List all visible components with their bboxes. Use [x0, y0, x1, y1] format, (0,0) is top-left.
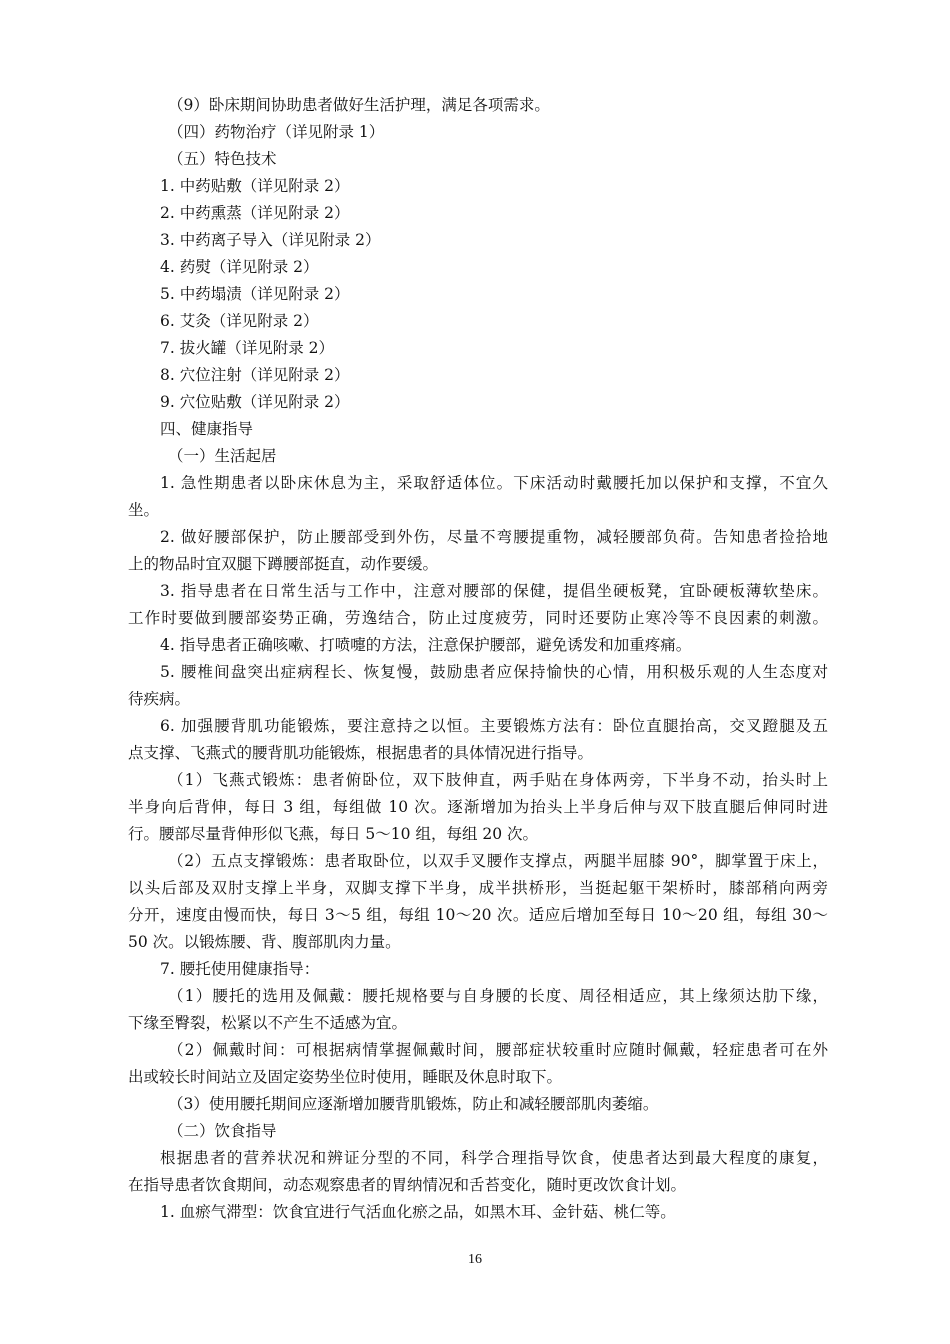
text-line: 2. 中药熏蒸（详见附录 2）: [160, 204, 350, 222]
text-line: （四）药物治疗（详见附录 1）: [168, 123, 385, 141]
text-line: （2）五点支撑锻炼：患者取卧位，以双手叉腰作支撑点，两腿半屈膝 90°，脚掌置于床上，: [168, 852, 828, 870]
document-body: [128, 92, 828, 1226]
text-line: 3. 中药离子导入（详见附录 2）: [160, 231, 381, 249]
text-line: 7. 拔火罐（详见附录 2）: [160, 339, 335, 357]
text-line: 4. 药熨（详见附录 2）: [160, 258, 319, 276]
text-line: 1. 急性期患者以卧床休息为主，采取舒适体位。下床活动时戴腰托加以保护和支撑，不宜久: [160, 474, 828, 492]
text-line: 上的物品时宜双腿下蹲腰部挺直，动作要缓。: [128, 555, 439, 573]
text-line: 5. 中药塌渍（详见附录 2）: [160, 285, 350, 303]
text-line: 工作时要做到腰部姿势正确，劳逸结合，防止过度疲劳，同时还要防止寒冷等不良因素的刺激。: [128, 609, 828, 627]
text-line: 7. 腰托使用健康指导：: [160, 960, 320, 978]
text-line: 4. 指导患者正确咳嗽、打喷嚏的方法，注意保护腰部，避免诱发和加重疼痛。: [160, 636, 692, 654]
text-line: 6. 艾灸（详见附录 2）: [160, 312, 319, 330]
text-line: 出或较长时间站立及固定姿势坐位时使用，睡眠及休息时取下。: [128, 1068, 563, 1086]
text-line: 6. 加强腰背肌功能锻炼，要注意持之以恒。主要锻炼方法有：卧位直腿抬高，交叉蹬腿及五: [160, 717, 828, 735]
text-line: 下缘至臀裂，松紧以不产生不适感为宜。: [128, 1014, 408, 1032]
text-line: 2. 做好腰部保护，防止腰部受到外伤，尽量不弯腰提重物，减轻腰部负荷。告知患者捡拾地: [160, 528, 828, 546]
page-number: 16: [468, 1252, 482, 1267]
text-line: 四、健康指导: [160, 420, 254, 438]
text-line: 半身向后背伸，每日 3 组，每组做 10 次。逐渐增加为抬头上半身后伸与双下肢直腿后伸同时进: [128, 798, 828, 816]
text-line: （1）飞燕式锻炼：患者俯卧位，双下肢伸直，两手贴在身体两旁，下半身不动，抬头时上: [168, 771, 828, 789]
text-line: 9. 穴位贴敷（详见附录 2）: [160, 393, 350, 411]
text-line: 8. 穴位注射（详见附录 2）: [160, 366, 350, 384]
text-line: 根据患者的营养状况和辨证分型的不同，科学合理指导饮食，使患者达到最大程度的康复，: [160, 1149, 828, 1167]
text-line: 5. 腰椎间盘突出症病程长、恢复慢，鼓励患者应保持愉快的心情，用积极乐观的人生态度对: [160, 663, 828, 681]
text-line: 坐。: [128, 501, 160, 519]
text-line: （9）卧床期间协助患者做好生活护理，满足各项需求。: [168, 96, 550, 114]
text-line: 分开，速度由慢而快，每日 3～5 组，每组 10～20 次。适应后增加至每日 10～20 组，每组 30～: [128, 906, 828, 924]
text-line: （1）腰托的选用及佩戴：腰托规格要与自身腰的长度、周径相适应，其上缘须达肋下缘，: [168, 987, 828, 1005]
text-line: 1. 血瘀气滞型：饮食宜进行气活血化瘀之品，如黑木耳、金针菇、桃仁等。: [160, 1203, 676, 1221]
text-line: 在指导患者饮食期间，动态观察患者的胃纳情况和舌苔变化，随时更改饮食计划。: [128, 1176, 687, 1194]
text-line: （一）生活起居: [168, 447, 277, 465]
text-line: 待疾病。: [128, 690, 191, 708]
text-line: 以头后部及双肘支撑上半身，双脚支撑下半身，成半拱桥形，当挺起躯干架桥时，膝部稍向两旁: [128, 879, 828, 897]
text-line: （2）佩戴时间：可根据病情掌握佩戴时间，腰部症状较重时应随时佩戴，轻症患者可在外: [168, 1041, 828, 1059]
text-line: （3）使用腰托期间应逐渐增加腰背肌锻炼，防止和减轻腰部肌肉萎缩。: [168, 1095, 659, 1113]
text-line: 50 次。以锻炼腰、背、腹部肌肉力量。: [128, 933, 401, 951]
text-line: 3. 指导患者在日常生活与工作中，注意对腰部的保健，提倡坐硬板凳，宜卧硬板薄软垫床。: [160, 582, 828, 600]
text-line: 1. 中药贴敷（详见附录 2）: [160, 177, 350, 195]
text-line: 点支撑、飞燕式的腰背肌功能锻炼，根据患者的具体情况进行指导。: [128, 744, 594, 762]
text-line: （五）特色技术: [168, 150, 277, 168]
text-line: 行。腰部尽量背伸形似飞燕，每日 5～10 组，每组 20 次。: [128, 825, 539, 843]
text-line: （二）饮食指导: [168, 1122, 277, 1140]
